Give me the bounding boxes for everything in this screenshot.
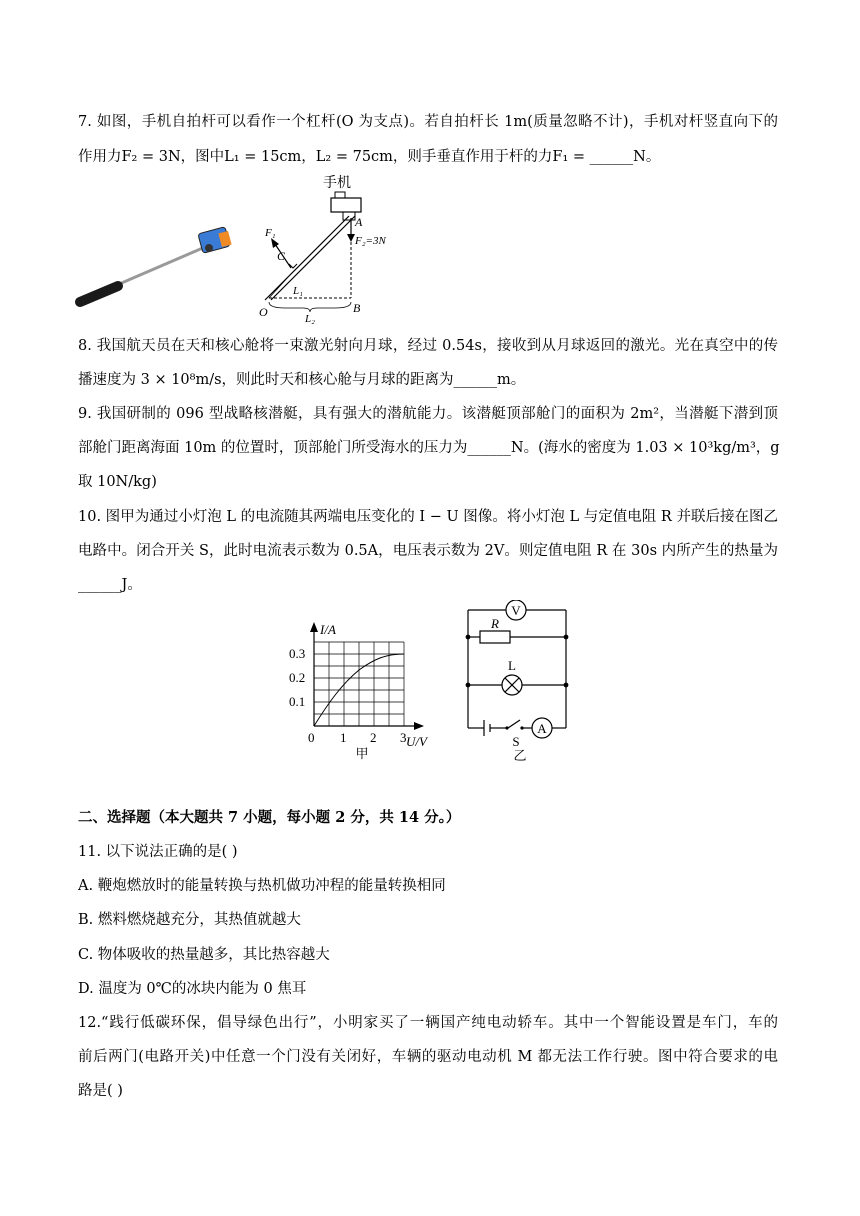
label-L1: L₁	[293, 285, 303, 297]
y-tick-0.2: 0.2	[289, 670, 306, 685]
lever-diagram	[255, 172, 395, 324]
voltmeter-label: V	[511, 603, 521, 618]
label-F2: F₂=3N	[355, 235, 386, 247]
ammeter-label: A	[537, 721, 547, 736]
label-F1: F₁	[265, 227, 276, 239]
graph-caption: 甲	[355, 746, 369, 761]
switch-label: S	[512, 734, 520, 749]
q9-line2: 部舱门距离海面 10m 的位置时，顶部舱门所受海水的压力为______N。(海水的密度为 1.03 × 10³kg/m³，g	[78, 440, 780, 456]
resistor-label: R	[491, 616, 499, 631]
iu-graph	[284, 614, 444, 766]
x-tick-0: 0	[308, 730, 315, 745]
x-tick-3: 3	[400, 730, 407, 745]
label-O: O	[259, 305, 268, 319]
q11-option-b: B. 燃料燃烧越充分，其热值就越大	[78, 912, 301, 928]
x-tick-1: 1	[340, 730, 347, 745]
q9-line1: 9. 我国研制的 096 型战略核潜艇，具有强大的潜航能力。该潜艇顶部舱门的面积为 2m²，当潜艇下潜到顶	[78, 406, 778, 422]
q11-option-a: A. 鞭炮燃放时的能量转换与热机做功冲程的能量转换相同	[78, 878, 446, 894]
x-tick-2: 2	[370, 730, 377, 745]
q12-line1: 12.“践行低碳环保，倡导绿色出行”，小明家买了一辆国产纯电动轿车。其中一个智能设置是车门，车的	[78, 1015, 778, 1031]
q12-line2: 前后两门(电路开关)中任意一个门没有关闭好，车辆的驱动电动机 M 都无法工作行驶。图中符合要求的电	[78, 1049, 778, 1065]
phone-label: 手机	[323, 176, 351, 191]
q11-option-d: D. 温度为 0℃的冰块内能为 0 焦耳	[78, 981, 307, 997]
q11-option-c: C. 物体吸收的热量越多，其比热容越大	[78, 947, 330, 963]
label-B: B	[353, 301, 361, 315]
q10-line3: ______J。	[78, 577, 142, 593]
label-L2: L₂	[305, 313, 315, 324]
x-axis-label: U/V	[406, 734, 427, 749]
q7-line1: 7. 如图，手机自拍杆可以看作一个杠杆(O 为支点)。若自拍杆长 1m(质量忽略不计)，手机对杆竖直向下的	[78, 114, 778, 130]
q8-line1: 8. 我国航天员在天和核心舱将一束激光射向月球，经过 0.54s，接收到从月球返回的激光。光在真空中的传	[78, 338, 778, 354]
circuit-diagram	[462, 600, 582, 766]
q8-line2: 播速度为 3 × 10⁸m/s，则此时天和核心舱与月球的距离为______m。	[78, 372, 526, 388]
q12-line3: 路是( )	[78, 1083, 123, 1099]
q9-line3: 取 10N/kg)	[78, 474, 157, 490]
q7-line2: 作用力F₂ = 3N，图中L₁ = 15cm，L₂ = 75cm，则手垂直作用于杆的力F₁ = ______N。	[78, 149, 661, 165]
y-tick-0.1: 0.1	[289, 694, 306, 709]
selfie-stick-image	[72, 218, 242, 310]
label-C: C	[277, 249, 286, 263]
label-A: A	[355, 215, 363, 229]
lamp-label: L	[508, 658, 516, 673]
circuit-caption: 乙	[513, 748, 527, 763]
y-tick-0.3: 0.3	[289, 646, 306, 661]
section-title: 二、选择题（本大题共 7 小题，每小题 2 分，共 14 分。）	[78, 809, 461, 826]
q10-line1: 10. 图甲为通过小灯泡 L 的电流随其两端电压变化的 I − U 图像。将小灯泡 L 与定值电阻 R 并联后接在图乙	[78, 509, 778, 525]
q10-line2: 电路中。闭合开关 S，此时电流表示数为 0.5A，电压表示数为 2V。则定值电阻 R 在 30s 内所产生的热量为	[78, 543, 778, 559]
y-axis-label: I/A	[320, 622, 336, 637]
q11-stem: 11. 以下说法正确的是( )	[78, 844, 238, 860]
